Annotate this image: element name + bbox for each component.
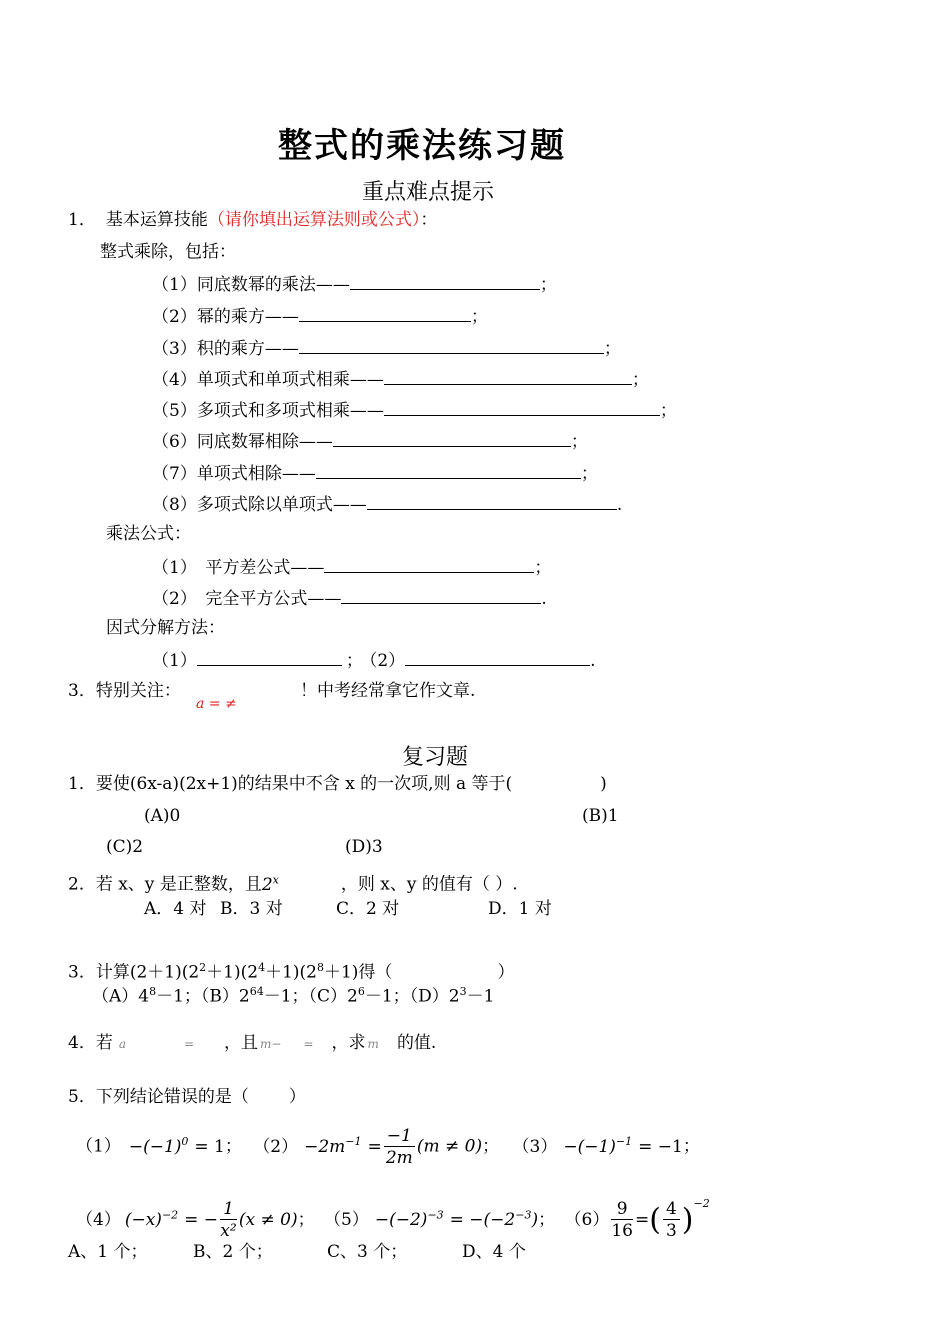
blank-formula-2[interactable] [341, 587, 541, 604]
factorization-methods: （1） ； （2） . [152, 651, 596, 671]
q5-answer-a[interactable]: A、1 个； [68, 1242, 148, 1262]
blank-rule-7[interactable] [316, 462, 581, 479]
blank-rule-1[interactable] [350, 273, 540, 290]
factorization-label: 因式分解方法： [106, 618, 225, 638]
fraction-neg1-over-2m: $\frac{-1}{2m}$ [384, 1126, 415, 1169]
question-3: 3．计算$(2+1)(2^2+1)(2^4+1)(2^8+1)$得（ ） [68, 961, 515, 983]
q5-statements-row-1: $(1) -(-1)^0 = 1$； $(2) -2m^{-1}$ = $\frac{-1}{2m}$ (m ≠ 0)； $(3) -(-1)^{-1} = -1$； [76, 1125, 700, 1168]
q2-option-c[interactable]: C．2 对 [336, 899, 400, 919]
blank-rule-6[interactable] [333, 430, 571, 447]
fraction-4-over-3: $\frac{4}{3}$ [663, 1199, 680, 1242]
rule-4: （4）单项式和单项式相乘—— ； [152, 370, 649, 390]
formula-1: （1） 平方差公式—— ； [152, 558, 552, 578]
rule-2: （2）幂的乘方—— ； [152, 307, 488, 327]
rule-6: （6）同底数幂相除—— ； [152, 432, 588, 452]
q3-options: $(A)4^8-1$；$(B)2^{64}-1$；$(C)2^6-1$；$(D)2^3-1$ [92, 985, 495, 1007]
section-heading-key-points: 重点难点提示 [362, 180, 495, 205]
q5-answer-c[interactable]: C、3 个； [327, 1242, 408, 1262]
blank-rule-3[interactable] [299, 337, 604, 354]
page-title: 整式的乘法练习题 [278, 126, 566, 166]
q5-answer-d[interactable]: D、4 个 [462, 1242, 526, 1262]
multiplication-formulas-label: 乘法公式： [106, 524, 191, 544]
blank-rule-4[interactable] [384, 368, 632, 385]
question-5: 5．下列结论错误的是（ ） [68, 1087, 306, 1107]
q1-option-c[interactable]: (C)2 [106, 837, 144, 857]
item-3-line: 3．特别关注： [68, 681, 181, 701]
q1-option-d[interactable]: (D)3 [345, 837, 383, 857]
blank-rule-5[interactable] [384, 399, 660, 416]
blank-rule-8[interactable] [367, 493, 617, 510]
q2-option-b[interactable]: B．3 对 [220, 899, 283, 919]
fraction-9-over-16: $\frac{9}{16}$ [611, 1199, 633, 1241]
blank-factor-2[interactable] [405, 649, 590, 666]
q2-formula: 2$^x$ [261, 873, 279, 895]
q1-option-a[interactable]: (A)0 [144, 806, 181, 826]
rule-1: （1）同底数幂的乘法—— ； [152, 275, 557, 295]
q5-answer-b[interactable]: B、2 个； [193, 1242, 273, 1262]
item-1-line: 1． 基本运算技能（请你填出运算法则或公式）： [68, 210, 438, 230]
rule-7: （7）单项式相除—— ； [152, 464, 598, 484]
blank-formula-1[interactable] [324, 556, 534, 573]
q1-option-b[interactable]: (B)1 [582, 806, 619, 826]
question-4: 4．若 a = ，且 m− = ，求 m 的值. [68, 1033, 437, 1053]
rule-5: （5）多项式和多项式相乘—— ； [152, 401, 677, 421]
red-instruction: （请你填出运算法则或公式） [207, 210, 421, 230]
item-3-tail: ！中考经常拿它作文章. [300, 681, 476, 701]
zero-exponent-formula: a = ≠ [196, 696, 237, 712]
sub-label-polynomial-ops: 整式乘除，包括： [100, 242, 236, 262]
formula-2: （2） 完全平方公式—— . [152, 589, 547, 609]
fraction-1-over-x-squared: $\frac{1}{\text{x²}}$ [220, 1199, 237, 1241]
question-1: 1．要使(6x-a)(2x+1)的结果中不含 x 的一次项,则 a 等于( ) [68, 774, 607, 794]
q5-statements-row-2: （4） $(-x)^{-2}$ = − $\frac{1}{\text{x²}}$ (x ≠ 0)； $(5) -(-2)^{-3} = -(-2^{-3})$； （6） $\frac{9}{16}$ =( $\frac{4}{3}$ )$^{-2}$ [76, 1197, 710, 1241]
q2-option-a[interactable]: A．4 对 [144, 899, 207, 919]
question-2: 2．若 x、y 是正整数，且2$^x$ ，则 x、y 的值有（ ）. [68, 873, 518, 895]
q2-option-d[interactable]: D．1 对 [488, 899, 552, 919]
rule-8: （8）多项式除以单项式—— . [152, 495, 623, 515]
rule-3: （3）积的乘方—— ； [152, 339, 621, 359]
blank-rule-2[interactable] [299, 305, 471, 322]
blank-factor-1[interactable] [197, 649, 342, 666]
section-heading-review: 复习题 [402, 745, 469, 770]
